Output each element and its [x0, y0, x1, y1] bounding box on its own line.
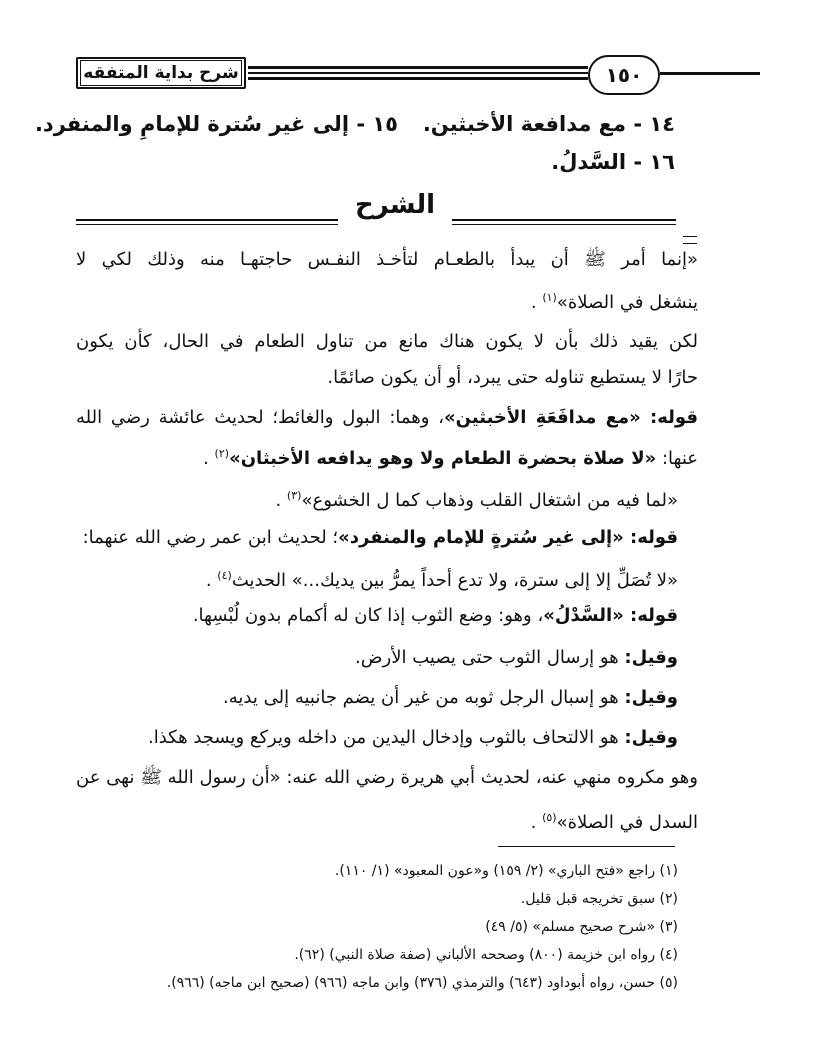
body-line: «إنما أمر ﷺ أن يبدأ بالطعـام لتأخـذ النفـس حاجتهـا منه وذلك لكي لا: [76, 249, 698, 270]
body-line: «لما فيه من اشتغال القلب وذهاب كما ل الخشوع»$^{(٣)}$ .: [275, 489, 678, 511]
list-item-14: ١٤ - مع مدافعة الأخبثين.: [422, 112, 675, 136]
header-rule-right: [660, 72, 760, 75]
section-rule: [452, 219, 676, 221]
body-line: لكن يقيد ذلك بأن لا يكون هناك مانع من تناول الطعام في الحال، كأن يكون: [76, 331, 698, 352]
body-line: وهو مكروه منهي عنه، لحديث أبي هريرة رضي الله عنه: «أن رسول الله ﷺ نهى عن: [76, 767, 698, 788]
body-line: ينشغل في الصلاة»$^{(١)}$ .: [530, 291, 698, 313]
running-title: شرح بداية المتفقه: [80, 60, 242, 86]
footnote: (٥) حسن، رواه أبوداود (٦٤٣) والترمذي (٣٧٦) وابن ماجه (٩٦٦) (صحيح ابن ماجه) (٩٦٦).: [166, 975, 678, 991]
section-rule: [76, 219, 338, 221]
body-line: قوله: «مع مدافَعَةِ الأخبثين»، وهما: البول والغائط؛ لحديث عائشة رضي الله: [76, 407, 698, 428]
list-item-16: ١٦ - السَّدلُ.: [551, 150, 675, 174]
header-rule: [248, 66, 588, 69]
page-number: ١٥٠: [588, 55, 660, 95]
margin-mark: [683, 236, 697, 244]
header-rule: [248, 77, 588, 80]
section-rule: [452, 224, 676, 225]
footnote: (٣) «شرح صحيح مسلم» (٥/ ٤٩): [485, 919, 678, 935]
section-title: الشرح: [354, 190, 436, 220]
body-line: حارًا لا يستطيع تناوله حتى يبرد، أو أن يكون صائمًا.: [327, 367, 698, 388]
header-rule: [248, 72, 588, 74]
body-line: وقيل: هو إسبال الرجل ثوبه من غير أن يضم جانبيه إلى يديه.: [223, 687, 678, 708]
body-line: وقيل: هو إرسال الثوب حتى يصيب الأرض.: [355, 647, 678, 668]
running-title-box: [76, 57, 246, 89]
footnote-separator: [498, 846, 675, 847]
body-line: عنها: «لا صلاة بحضرة الطعام ولا وهو يدافعه الأخبثان»$^{(٢)}$ .: [203, 447, 698, 469]
footnote: (٢) سبق تخريجه قبل قليل.: [520, 891, 678, 907]
footnote: (٤) رواه ابن خزيمة (٨٠٠) وصححه الألباني (صفة صلاة النبي) (٦٢).: [294, 947, 678, 963]
footnote: (١) راجع «فتح الباري» (٢/ ١٥٩) و«عون المعبود» (١/ ١١٠).: [334, 863, 678, 879]
section-rule: [76, 224, 338, 225]
body-line: قوله: «إلى غير سُترةٍ للإمام والمنفرد»؛ لحديث ابن عمر رضي الله عنهما:: [82, 527, 678, 548]
body-line: وقيل: هو الالتحاف بالثوب وإدخال اليدين من داخله ويركع ويسجد هكذا.: [148, 727, 678, 748]
body-line: السدل في الصلاة»$^{(٥)}$ .: [530, 811, 698, 833]
body-line: «لا تُصَلِّ إلا إلى سترة، ولا تدع أحداً يمرُّ بين يديك...» الحديث$^{(٤)}$ .: [205, 569, 678, 591]
list-item-15: ١٥ - إلى غير سُترة للإمامِ والمنفرد.: [34, 112, 398, 136]
body-line: قوله: «السَّدْلُ»، وهو: وضع الثوب إذا كان له أكمام بدون لُبْسِها.: [192, 605, 678, 626]
